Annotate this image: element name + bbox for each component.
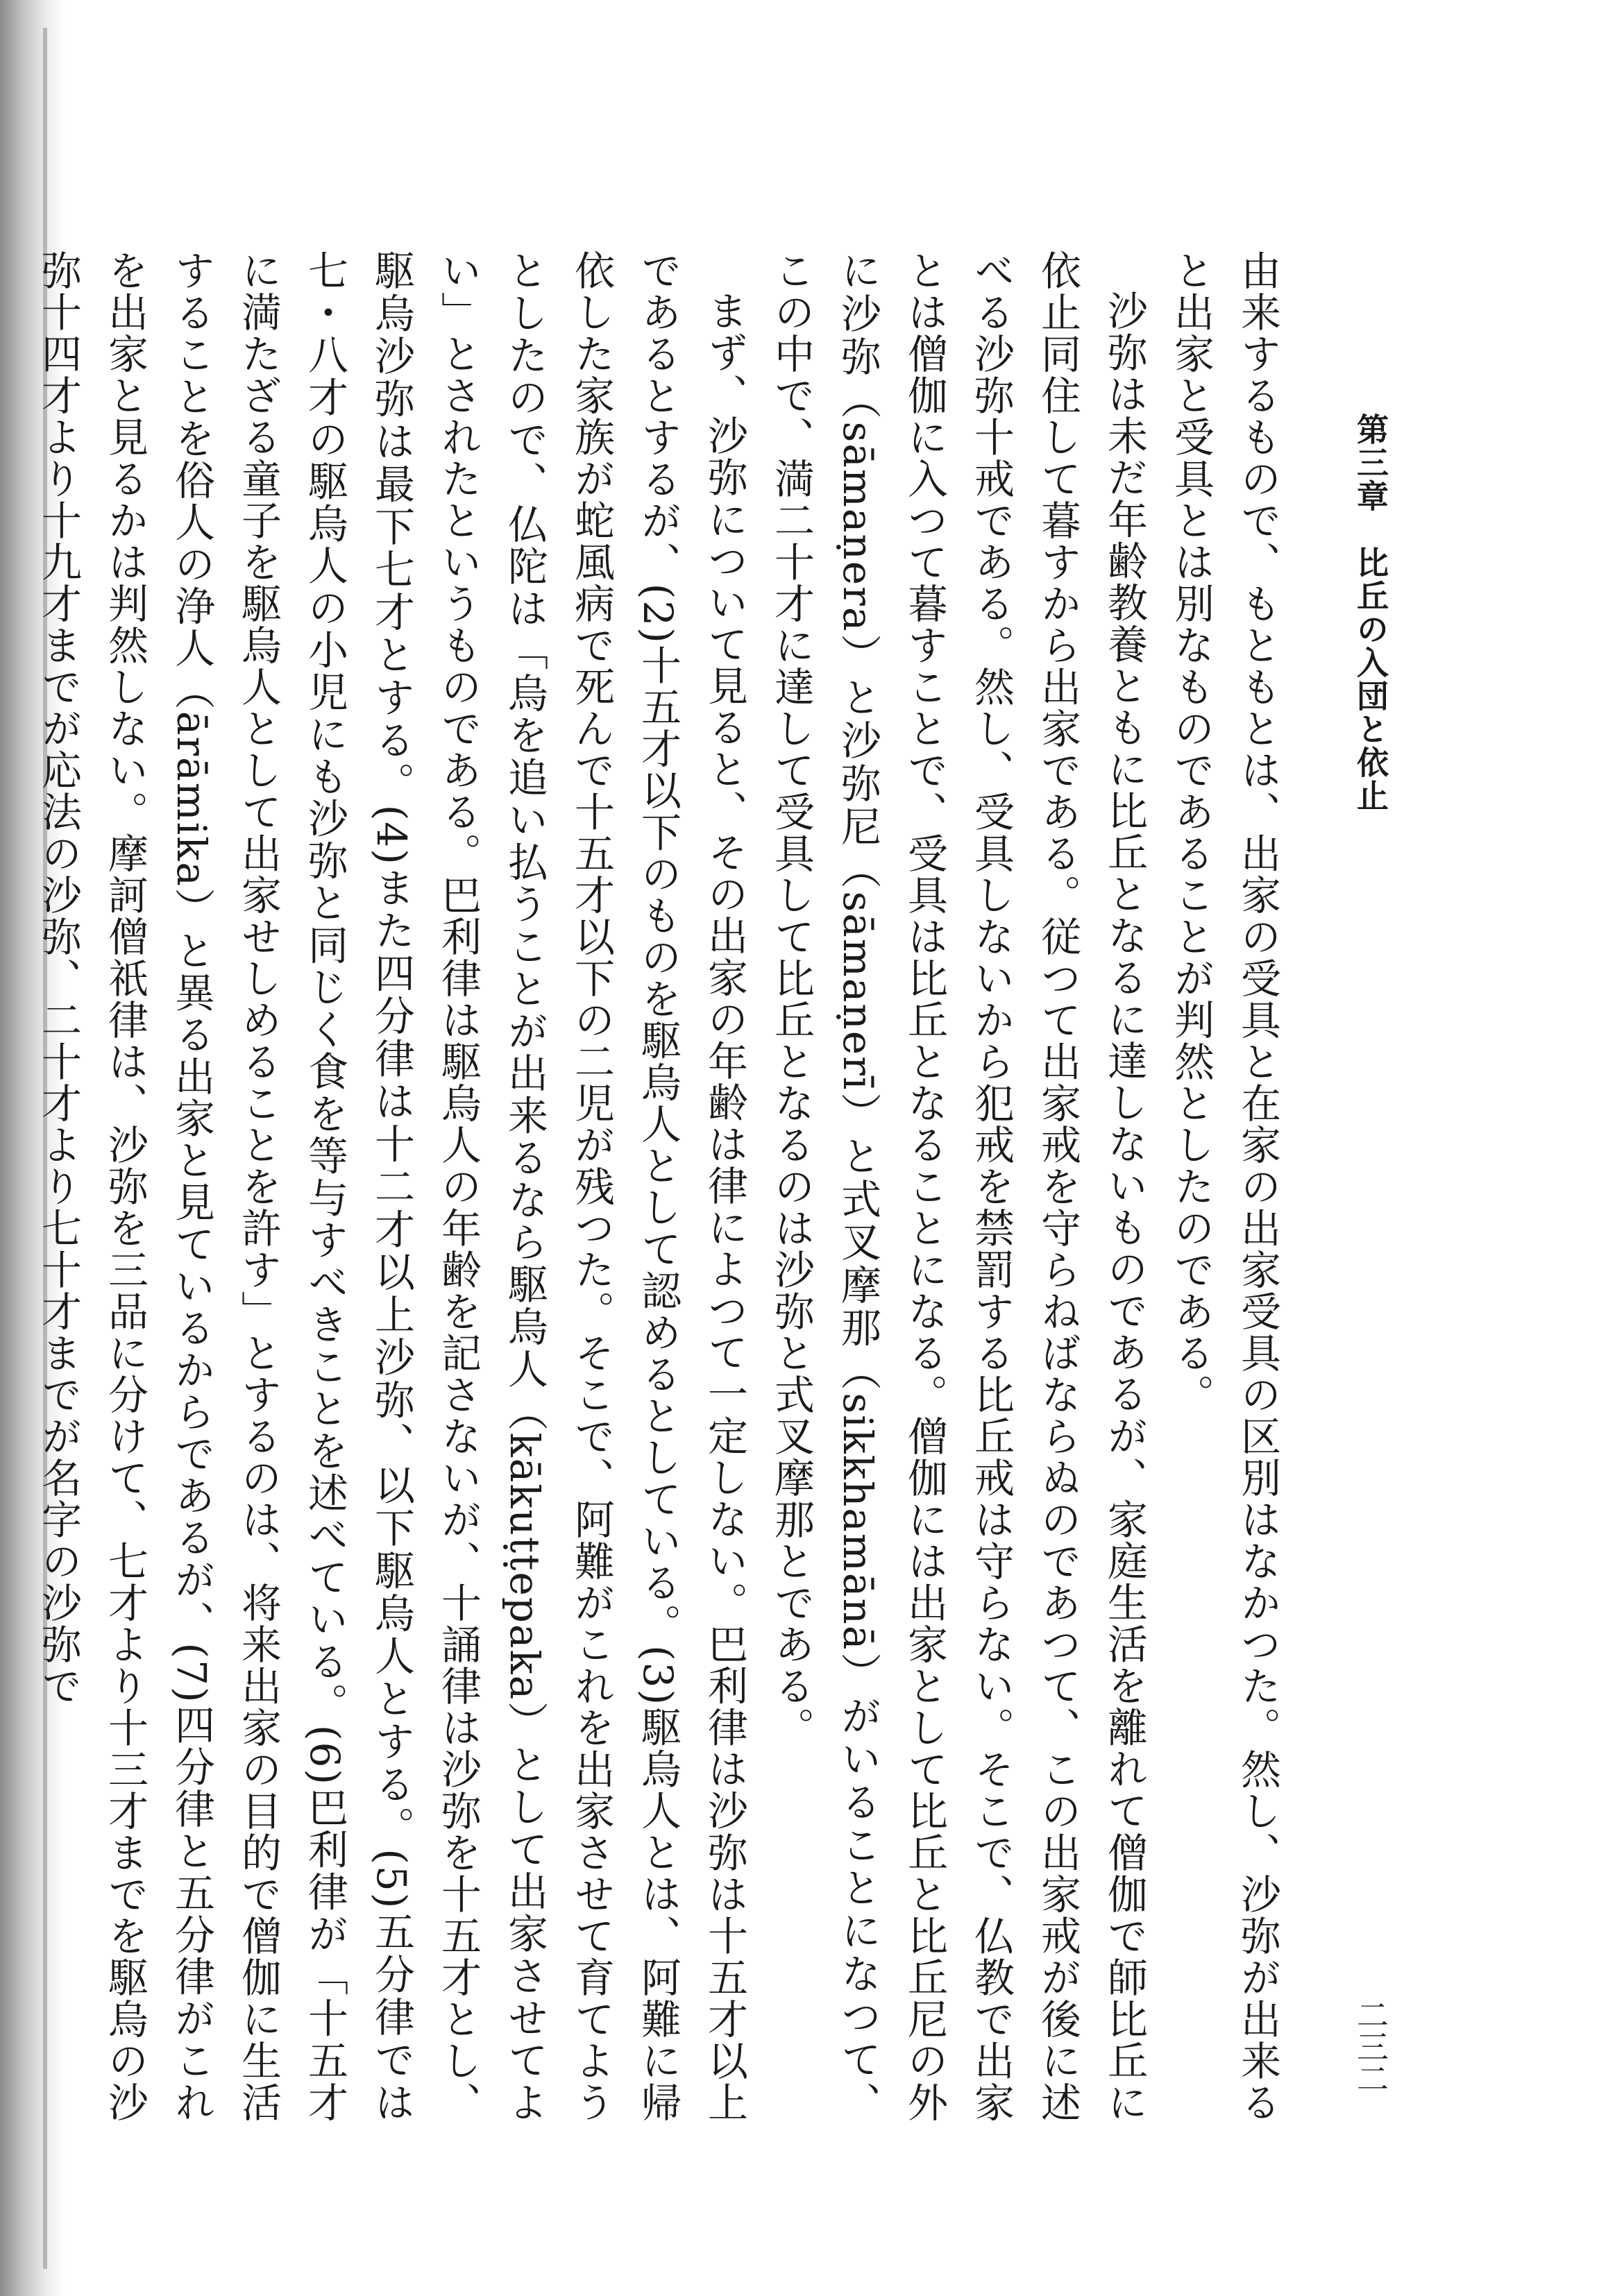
paragraph: 沙弥は未だ年齢教養ともに比丘となるに達しないものであるが、家庭生活を離れて僧伽で師比丘に依止同住して暮すから出家である。従つて出家戒を守らねばならぬのであつて、この出家戒が後に述べる沙弥十戒である。然し、受具しないから犯戒を禁罰する比丘戒は守らない。そこで、仏教で出家とは僧伽に入つて暮すことで、受具は比丘となることになる。僧伽には出家として比丘と比丘尼の外に沙弥（sāmaṇera）と沙弥尼（sāmaṇerī）と式叉摩那（sikkhamānā）がいることになつて、この中で、満二十才に達して受具して比丘となるのは沙弥と式叉摩那とである。: [768, 250, 1148, 2123]
body-text: [35, 250, 1291, 2123]
paragraph: 由来するもので、もともとは、出家の受具と在家の出家受具の区別はなかつた。然し、沙弥が出来ると出家と受具とは別なものであることが判然としたのである。: [1167, 250, 1281, 2123]
paragraph: まず、沙弥について見ると、その出家の年齢は律によつて一定しない。巴利律は沙弥は十五才以上であるとするが、(2)十五才以下のものを駆烏人として認めるとしている。(3)駆烏人とは、阿難に帰依した家族が蛇風病で死んで十五才以下の二児が残つた。そこで、阿難がこれを出家させて育てようとしたので、仏陀は「烏を追い払うことが出来るなら駆烏人（kākuṭṭepaka）として出家させてよい」とされたというものである。巴利律は駆烏人の年齢を記さないが、十誦律は沙弥を十五才とし、駆烏沙弥は最下七才とする。(4)また四分律は十二才以上沙弥、以下駆烏人とする。(5)五分律では七・八才の駆烏人の小児にも沙弥と同じく食を等与すべきことを述べている。(6)巴利律が「十五才に満たざる童子を駆烏人として出家せしめることを許す」とするのは、将来出家の目的で僧伽に生活することを俗人の浄人（ārāmika）と異る出家と見ているからであるが、(7)四分律と五分律がこれを出家と見るかは判然しない。摩訶僧祇律は、沙弥を三品に分けて、七才より十三才までを駆烏の沙弥十四才より十九才までが応法の沙弥、二十才より七十才までが名字の沙弥で: [35, 250, 748, 2123]
page-number: 二三二: [1352, 1998, 1389, 2094]
running-head: 第三章 比丘の入団と依止: [1352, 413, 1389, 813]
